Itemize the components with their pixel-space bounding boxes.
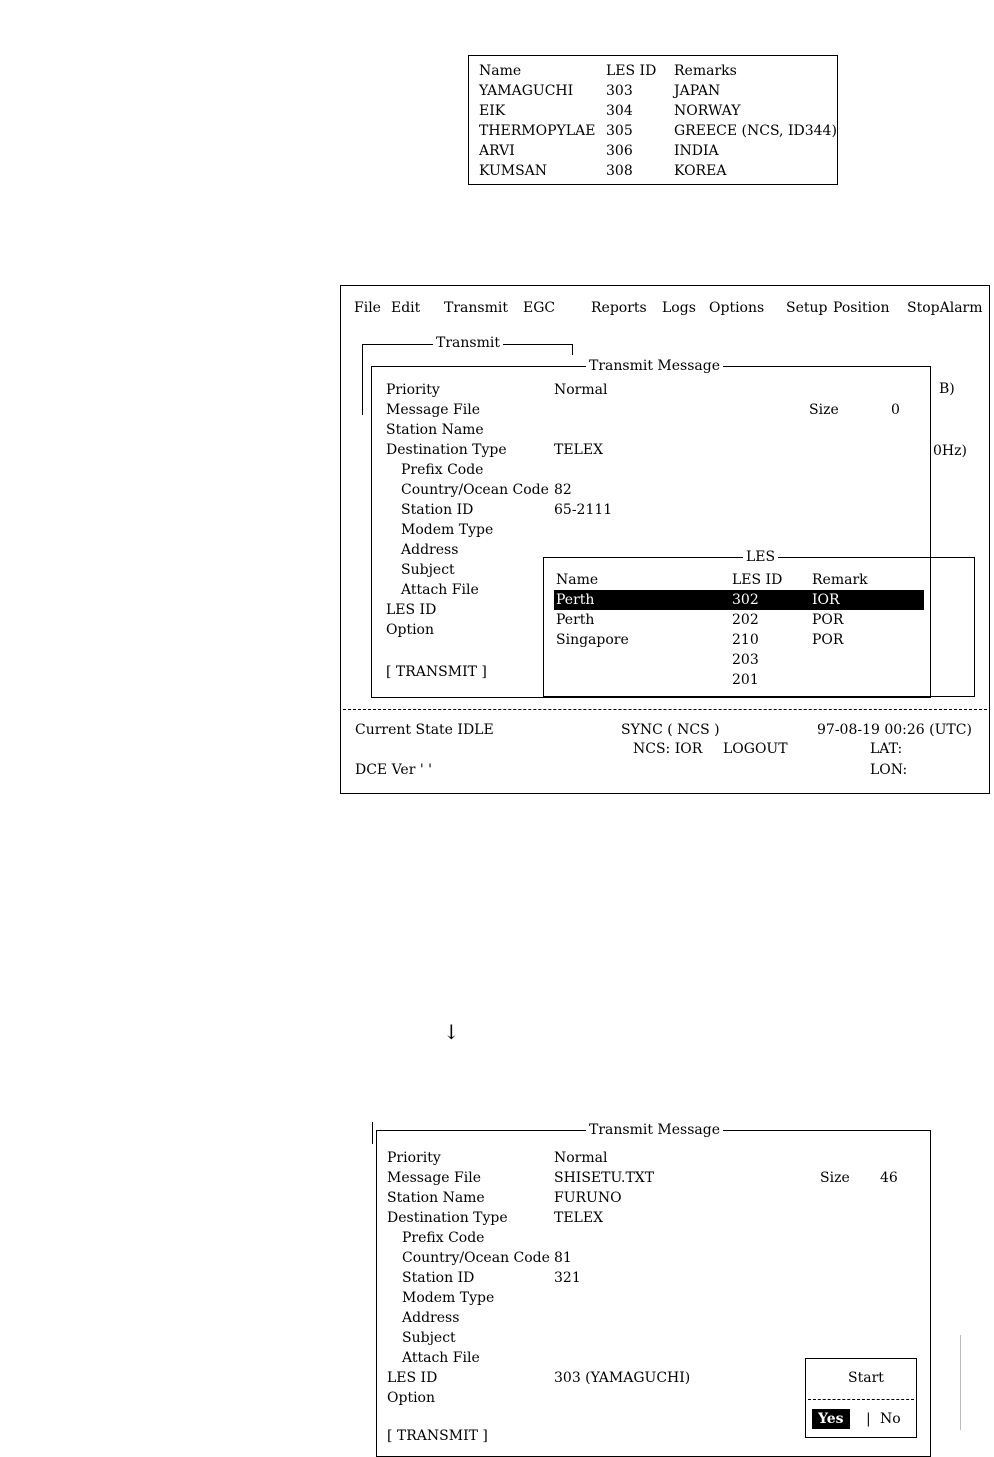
table-header: LES ID [606,63,657,79]
lat-label: LAT: [870,741,903,757]
table-cell: KUMSAN [479,163,548,179]
field-value[interactable]: 82 [554,482,572,498]
field-value[interactable]: TELEX [554,1210,604,1226]
field-label: Station Name [387,1190,485,1206]
field-label: Option [386,622,434,638]
field-label: Attach File [401,582,479,598]
les-popup [543,549,975,697]
edge-fragment: B) [939,381,955,397]
size-value: 46 [880,1170,898,1186]
field-label: Modem Type [401,522,494,538]
menu-item-logs[interactable]: Logs [662,300,696,316]
table-cell: GREECE (NCS, ID344) [674,123,837,139]
menu-item-setup[interactable]: Setup [786,300,828,316]
field-value[interactable]: FURUNO [554,1190,622,1206]
datetime: 97-08-19 00:26 (UTC) [817,722,972,738]
menu-item-edit[interactable]: Edit [391,300,421,316]
status-divider [343,709,987,710]
menu-item-file[interactable]: File [354,300,381,316]
size-label: Size [809,402,839,418]
dce-version: DCE Ver ' ' [355,762,433,778]
les-popup-cell[interactable]: IOR [812,592,840,608]
table-cell: EIK [479,103,506,119]
current-state: Current State IDLE [355,722,494,738]
screen2-left-edge [372,1122,373,1144]
field-label: Country/Ocean Code [401,482,549,498]
field-value[interactable]: 303 (YAMAGUCHI) [554,1370,691,1386]
dialog-title: Start [848,1370,884,1386]
table-cell: ARVI [479,143,515,159]
menu-item-stopalarm[interactable]: StopAlarm [907,300,983,316]
les-popup-cell[interactable]: 203 [732,652,759,668]
window-title: Transmit Message [586,358,723,374]
table-cell: 308 [606,163,633,179]
field-label: Subject [402,1330,456,1346]
window-title: Transmit Message [586,1122,723,1138]
sync-status: SYNC ( NCS ) [621,722,720,738]
table-cell: KOREA [674,163,727,179]
lon-label: LON: [870,762,908,778]
field-value[interactable]: 65-2111 [554,502,613,518]
transmit-button[interactable]: [ TRANSMIT ] [386,664,487,680]
right-edge-line [960,1335,961,1430]
menu-item-egc[interactable]: EGC [523,300,556,316]
les-reference-table [468,55,838,185]
transmit-menu-title[interactable]: Transmit [433,335,503,351]
size-value: 0 [891,402,900,418]
field-label: Destination Type [387,1210,508,1226]
transmit-button[interactable]: [ TRANSMIT ] [387,1428,488,1444]
les-popup-cell[interactable]: POR [812,632,844,648]
screen1-terminal [340,285,990,794]
field-label: Destination Type [386,442,507,458]
les-popup-cell[interactable]: 201 [732,672,759,688]
dialog-divider [808,1399,914,1400]
edge-fragment: 0Hz) [933,443,967,459]
field-label: Prefix Code [402,1230,485,1246]
field-label: Address [401,542,459,558]
les-popup-title: LES [743,549,778,565]
table-header: Name [479,63,522,79]
les-popup-cell[interactable]: 302 [732,592,759,608]
table-cell: THERMOPYLAE [479,123,596,139]
no-button[interactable]: No [880,1411,901,1427]
field-label: Message File [387,1170,481,1186]
field-value[interactable]: 81 [554,1250,572,1266]
field-value[interactable]: SHISETU.TXT [554,1170,655,1186]
field-value[interactable]: Normal [554,382,608,398]
logout-status: LOGOUT [723,741,788,757]
transmit-message-window-2 [376,1122,931,1457]
table-cell: INDIA [674,143,719,159]
start-dialog [805,1358,917,1438]
field-value[interactable]: TELEX [554,442,604,458]
table-cell: JAPAN [674,83,721,99]
table-cell: 306 [606,143,633,159]
field-label: Attach File [402,1350,480,1366]
field-label: Option [387,1390,435,1406]
field-label: Modem Type [402,1290,495,1306]
down-arrow-icon: ↓ [443,1020,460,1044]
les-popup-cell[interactable]: Perth [556,592,595,608]
yes-button[interactable]: Yes [812,1409,850,1429]
menu-item-position[interactable]: Position [833,300,890,316]
table-cell: 303 [606,83,633,99]
menu-item-reports[interactable]: Reports [591,300,647,316]
les-popup-header: Name [556,572,599,588]
menu-item-transmit[interactable]: Transmit [444,300,508,316]
dialog-separator: | [866,1411,871,1427]
field-label: Station ID [401,502,474,518]
field-label: Address [402,1310,460,1326]
ncs-status: NCS: IOR [633,741,703,757]
field-value[interactable]: Normal [554,1150,608,1166]
les-popup-cell[interactable]: 210 [732,632,759,648]
field-label: Message File [386,402,480,418]
les-popup-header: LES ID [732,572,783,588]
field-label: LES ID [387,1370,438,1386]
field-label: LES ID [386,602,437,618]
menu-item-options[interactable]: Options [709,300,765,316]
field-label: Priority [387,1150,441,1166]
field-label: Station ID [402,1270,475,1286]
table-cell: YAMAGUCHI [479,83,574,99]
field-label: Country/Ocean Code [402,1250,550,1266]
field-label: Subject [401,562,455,578]
field-label: Priority [386,382,440,398]
size-label: Size [820,1170,850,1186]
les-popup-header: Remark [812,572,868,588]
les-popup-cell[interactable]: POR [812,612,844,628]
table-cell: 304 [606,103,633,119]
table-header: Remarks [674,63,737,79]
les-popup-cell[interactable]: 202 [732,612,759,628]
field-value[interactable]: 321 [554,1270,581,1286]
les-popup-cell[interactable]: Singapore [556,632,629,648]
field-label: Prefix Code [401,462,484,478]
table-cell: 305 [606,123,633,139]
table-cell: NORWAY [674,103,741,119]
field-label: Station Name [386,422,484,438]
les-popup-cell[interactable]: Perth [556,612,595,628]
